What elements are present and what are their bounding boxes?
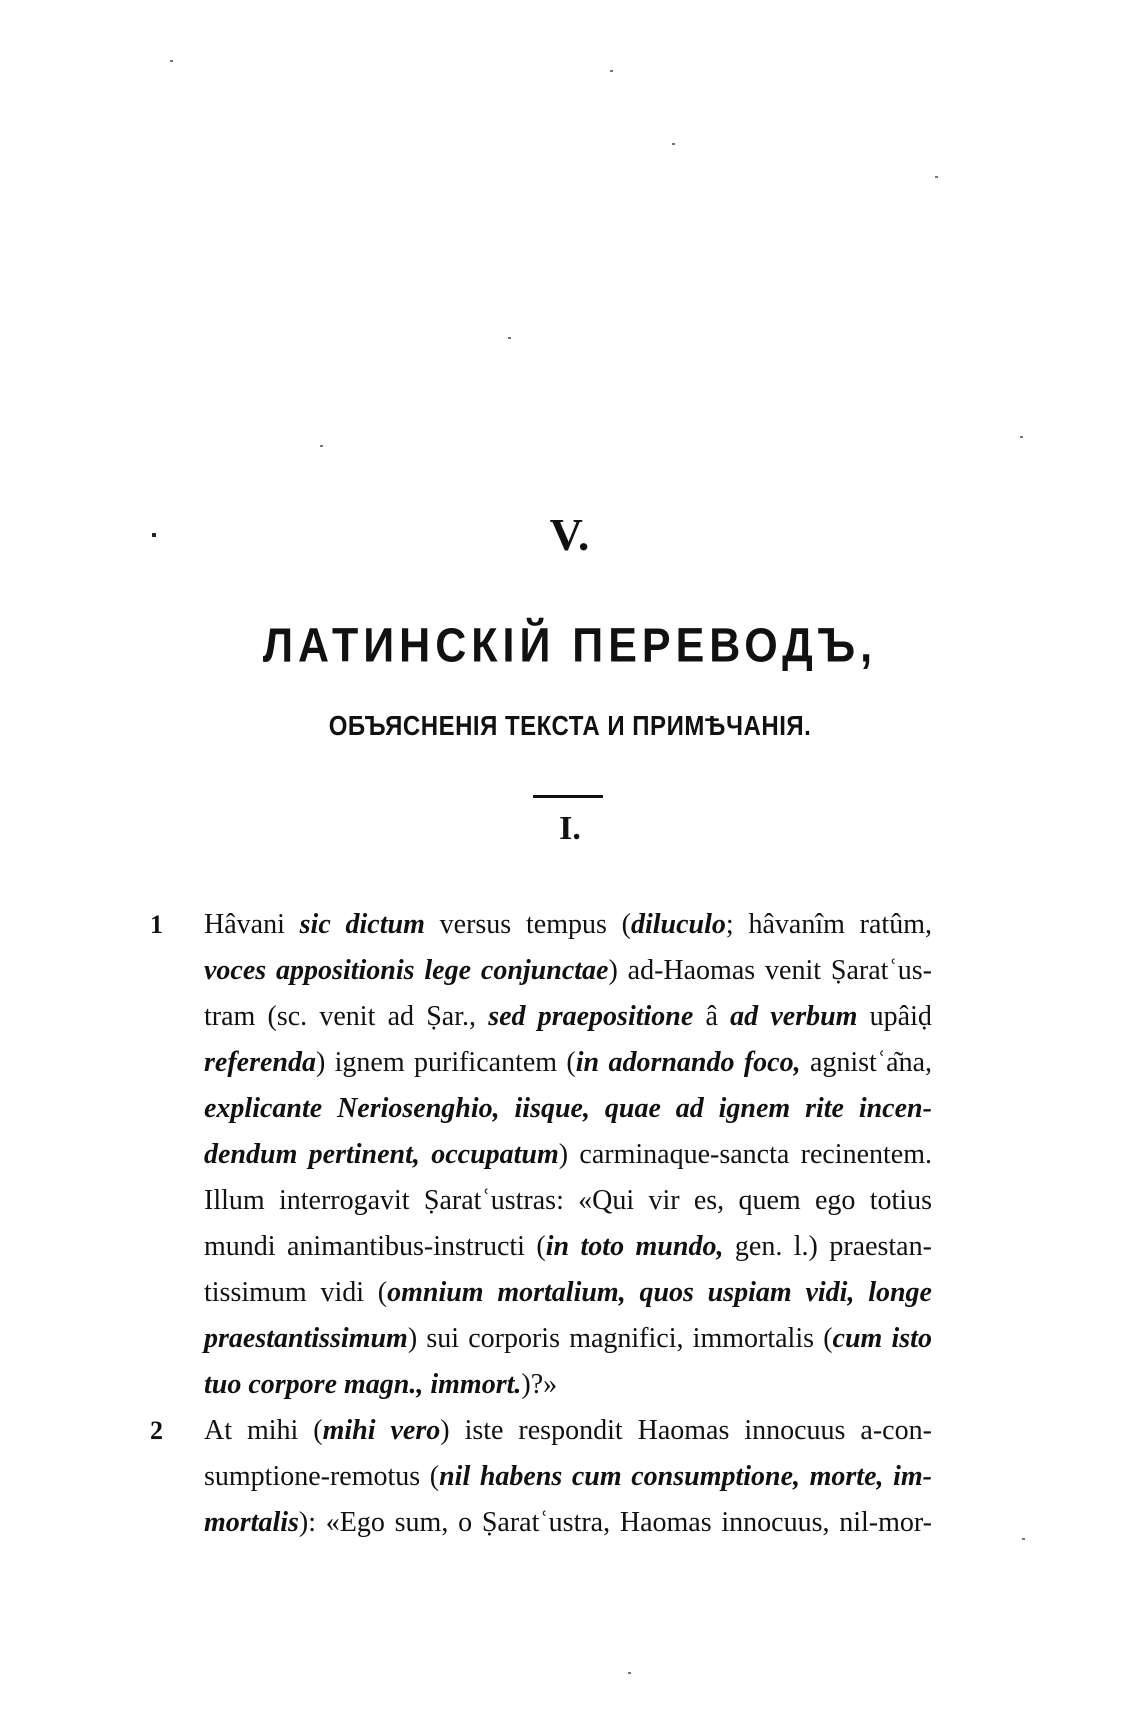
word	[891, 1316, 931, 1362]
roman-text: venit	[319, 1001, 376, 1032]
italic-text: conjunctae	[480, 955, 609, 986]
roman-text: ego	[815, 1185, 856, 1216]
roman-text: a-con-	[860, 1415, 932, 1446]
italic-text: cum	[832, 1323, 883, 1354]
word	[801, 1132, 932, 1178]
word	[426, 994, 476, 1040]
verse-number: 2	[150, 1416, 163, 1445]
scan-speck	[628, 1672, 631, 1674]
word	[395, 1500, 449, 1546]
italic-text: isto	[891, 1323, 932, 1354]
word	[829, 1224, 932, 1270]
word	[628, 948, 756, 994]
word	[468, 1316, 560, 1362]
word	[676, 1086, 704, 1132]
roman-text: hâvanîm	[748, 909, 845, 940]
italic-text: lege	[424, 955, 472, 986]
roman-text: )?»	[521, 1369, 558, 1400]
roman-text: nil-mor-	[839, 1507, 932, 1538]
roman-text: (	[536, 1231, 546, 1262]
roman-text: praestan-	[829, 1231, 932, 1262]
roman-text: (	[313, 1415, 323, 1446]
word	[247, 1408, 298, 1454]
roman-text: (	[377, 1277, 388, 1308]
word	[738, 1178, 800, 1224]
word	[431, 1132, 568, 1178]
italic-text: toto	[580, 1231, 625, 1262]
roman-text: (	[823, 1323, 833, 1354]
word	[831, 948, 932, 994]
italic-text: longe	[868, 1277, 932, 1308]
text-line	[160, 1224, 932, 1270]
italic-text: explicante	[204, 1093, 323, 1124]
word	[204, 1362, 241, 1408]
word	[694, 1178, 724, 1224]
word	[748, 902, 844, 948]
word	[204, 1408, 232, 1454]
roman-text: venit	[765, 955, 822, 986]
word	[424, 1178, 564, 1224]
word	[693, 1316, 814, 1362]
italic-text: omnium	[387, 1277, 484, 1308]
roman-text: (sc.	[267, 1001, 308, 1032]
italic-text: verbum	[770, 1001, 858, 1032]
roman-text: interrogavit	[278, 1185, 410, 1216]
scan-speck	[508, 337, 511, 339]
roman-text: Illum	[204, 1185, 265, 1216]
italic-text: tuo	[204, 1369, 242, 1400]
italic-text: uspiam	[707, 1277, 792, 1308]
italic-text: voces	[204, 955, 267, 986]
italic-text: mortalis	[204, 1507, 299, 1538]
roman-text: Ṣaratʿus-	[830, 955, 932, 986]
word-space	[557, 1362, 564, 1408]
italic-text: praestantissimum	[204, 1323, 408, 1354]
word	[204, 1132, 297, 1178]
italic-text: referenda	[204, 1047, 316, 1078]
italic-text: ad	[675, 1093, 704, 1124]
word	[839, 1500, 932, 1546]
roman-text: tram	[204, 1001, 256, 1032]
scan-speck	[1020, 436, 1023, 438]
word	[765, 948, 821, 994]
italic-text: vero	[390, 1415, 441, 1446]
word	[430, 1454, 470, 1500]
scan-speck	[170, 60, 173, 62]
word	[770, 994, 857, 1040]
text-line	[160, 1316, 932, 1362]
text-line	[160, 1178, 932, 1224]
roman-text: sum,	[394, 1507, 449, 1538]
word	[638, 1408, 730, 1454]
roman-text: vir	[648, 1185, 680, 1216]
italic-text: consumptione,	[631, 1461, 801, 1492]
scan-speck	[152, 533, 156, 537]
word	[480, 1454, 562, 1500]
verse-number: 1	[150, 910, 163, 939]
italic-text: im-	[893, 1461, 932, 1492]
word	[860, 1408, 932, 1454]
word	[810, 1040, 932, 1086]
word	[204, 1454, 420, 1500]
roman-text: vidi	[320, 1277, 365, 1308]
title-divider	[533, 795, 603, 798]
word	[859, 1086, 932, 1132]
text-line	[160, 1040, 932, 1086]
italic-text: habens	[479, 1461, 563, 1492]
roman-text: mundi	[204, 1231, 276, 1262]
word	[204, 1086, 322, 1132]
word	[440, 902, 512, 948]
italic-text: ad	[730, 1001, 759, 1032]
word-space	[423, 1362, 430, 1408]
word-space	[241, 1362, 248, 1408]
word	[204, 1316, 417, 1362]
word	[578, 1178, 634, 1224]
roman-text: recinentem.	[800, 1139, 932, 1170]
word	[815, 1178, 855, 1224]
italic-text: occupatum	[431, 1139, 559, 1170]
roman-text: )	[315, 1047, 326, 1078]
italic-text: sed	[488, 1001, 526, 1032]
roman-text: ratûm,	[859, 909, 932, 940]
roman-text: â	[705, 1001, 718, 1032]
word	[579, 1132, 789, 1178]
roman-text: sui	[426, 1323, 460, 1354]
roman-text: innocuus,	[721, 1507, 830, 1538]
word	[708, 1270, 792, 1316]
word	[414, 1040, 557, 1086]
word	[204, 902, 285, 948]
word-space	[337, 1362, 344, 1408]
scan-speck	[320, 445, 323, 447]
italic-text: rite	[805, 1093, 844, 1124]
roman-text: respondit	[518, 1415, 623, 1446]
word	[538, 994, 694, 1040]
word	[391, 1408, 450, 1454]
word	[300, 902, 331, 948]
word	[276, 948, 414, 994]
italic-text: incen-	[858, 1093, 932, 1124]
roman-text: (	[566, 1047, 576, 1078]
italic-text: vidi,	[805, 1277, 855, 1308]
roman-text: purificantem	[414, 1047, 558, 1078]
roman-text: animantibus-instructi	[287, 1231, 525, 1262]
word	[518, 1408, 622, 1454]
roman-text: «Qui	[578, 1185, 635, 1216]
roman-text: upâiḍ	[869, 1001, 932, 1032]
word	[620, 1500, 712, 1546]
italic-text: ignem	[718, 1093, 791, 1124]
italic-text: Neriosenghio,	[337, 1093, 500, 1124]
word	[868, 1270, 932, 1316]
italic-text: appositionis	[276, 955, 415, 986]
word	[805, 1086, 844, 1132]
word	[536, 1224, 569, 1270]
text-line	[160, 1270, 932, 1316]
italic-text: praepositione	[537, 1001, 694, 1032]
word	[735, 1224, 782, 1270]
roman-text: Ṣaratʿustras:	[423, 1185, 564, 1216]
word	[605, 1086, 661, 1132]
italic-text: sic	[299, 909, 331, 940]
italic-text: in	[545, 1231, 570, 1262]
word	[465, 1408, 504, 1454]
word	[426, 1316, 459, 1362]
italic-text: iisque,	[514, 1093, 590, 1124]
word	[268, 994, 308, 1040]
italic-text: cum	[571, 1461, 622, 1492]
roman-text: ad	[387, 1001, 415, 1032]
italic-text: mihi	[322, 1415, 376, 1446]
roman-text: o	[458, 1507, 473, 1538]
italic-text: quae	[604, 1093, 661, 1124]
word	[309, 1132, 420, 1178]
roman-text: quem	[738, 1185, 801, 1216]
text-line	[160, 994, 932, 1040]
italic-text: quos	[639, 1277, 694, 1308]
word	[870, 994, 932, 1040]
roman-text: magnifici,	[569, 1323, 684, 1354]
word	[870, 1178, 932, 1224]
section-numeral: V.	[549, 509, 591, 560]
word	[337, 1086, 500, 1132]
word	[388, 994, 414, 1040]
italic-text: morte,	[809, 1461, 884, 1492]
word	[631, 1454, 800, 1500]
word	[204, 948, 266, 994]
roman-text: (	[429, 1461, 440, 1492]
roman-text: Haomas	[619, 1507, 712, 1538]
scan-speck	[610, 70, 613, 72]
roman-text: corporis	[468, 1323, 560, 1354]
italic-text: adornando	[608, 1047, 735, 1078]
scan-speck	[1022, 1538, 1025, 1540]
text-line	[160, 1408, 932, 1454]
word	[581, 1224, 625, 1270]
word	[497, 1270, 625, 1316]
text-line	[160, 1454, 932, 1500]
italic-text: diluculo	[630, 909, 726, 940]
word	[204, 1500, 316, 1546]
italic-text: corpore	[248, 1369, 338, 1400]
italic-text: nil	[439, 1461, 471, 1492]
word	[810, 1454, 884, 1500]
word	[721, 1500, 829, 1546]
roman-text: )	[608, 955, 618, 986]
text-line	[160, 1086, 932, 1132]
roman-text: versus	[439, 909, 512, 940]
text-line	[160, 1362, 932, 1408]
roman-text: agnistʿa͂na,	[809, 1047, 932, 1078]
word	[346, 902, 425, 948]
word	[860, 902, 932, 948]
roman-text: «Ego	[325, 1507, 385, 1538]
roman-text: totius	[869, 1185, 932, 1216]
roman-text: Ṣaratʿustra,	[481, 1507, 611, 1538]
roman-text: Hâvani	[204, 909, 285, 940]
word	[805, 1270, 854, 1316]
text-line	[160, 902, 932, 948]
roman-text: l.)	[793, 1231, 818, 1262]
roman-text: Haomas	[637, 1415, 730, 1446]
text-line	[160, 948, 932, 994]
roman-text: ):	[298, 1507, 317, 1538]
roman-text: )	[407, 1323, 418, 1354]
roman-text: ;	[725, 909, 734, 940]
word	[204, 1224, 276, 1270]
word	[481, 948, 618, 994]
roman-text: )	[558, 1139, 569, 1170]
word	[569, 1316, 683, 1362]
word	[719, 1086, 791, 1132]
word	[572, 1454, 622, 1500]
word	[482, 1500, 610, 1546]
word	[313, 1408, 375, 1454]
chapter-numeral: I.	[559, 810, 581, 847]
roman-text: iste	[464, 1415, 504, 1446]
word	[730, 994, 758, 1040]
word	[320, 1270, 364, 1316]
word	[319, 994, 375, 1040]
italic-text: mundo,	[635, 1231, 724, 1262]
word	[823, 1316, 882, 1362]
italic-text: dictum	[345, 909, 425, 940]
roman-text: ignem	[334, 1047, 405, 1078]
word	[526, 902, 607, 948]
italic-text: mortalium,	[497, 1277, 626, 1308]
word	[744, 1408, 845, 1454]
roman-text: es,	[693, 1185, 725, 1216]
text-line	[160, 1500, 932, 1546]
word	[430, 1362, 557, 1408]
word	[204, 1040, 325, 1086]
word	[279, 1178, 410, 1224]
word	[488, 994, 525, 1040]
translation-text	[150, 902, 932, 1546]
word	[566, 1040, 599, 1086]
word	[204, 1270, 307, 1316]
roman-text: )	[440, 1415, 450, 1446]
roman-text: At	[204, 1415, 232, 1446]
italic-text: dendum	[204, 1139, 298, 1170]
word	[335, 1040, 405, 1086]
word	[204, 994, 255, 1040]
word	[648, 1178, 679, 1224]
roman-text: tissimum	[204, 1277, 307, 1308]
italic-text: in	[575, 1047, 600, 1078]
word	[204, 1178, 265, 1224]
word	[608, 1040, 734, 1086]
roman-text: carminaque-sancta	[579, 1139, 790, 1170]
verse	[150, 1408, 932, 1546]
roman-text: ad-Haomas	[627, 955, 756, 986]
word	[893, 1454, 932, 1500]
word	[248, 1362, 337, 1408]
roman-text: innocuus	[744, 1415, 846, 1446]
word	[515, 1086, 590, 1132]
scan-speck	[672, 143, 675, 145]
scan-speck	[935, 176, 938, 178]
roman-text: mihi	[246, 1415, 299, 1446]
word	[706, 994, 718, 1040]
text-line	[160, 1132, 932, 1178]
word	[344, 1362, 423, 1408]
word	[326, 1500, 385, 1546]
italic-text: pertinent,	[308, 1139, 420, 1170]
word	[622, 902, 734, 948]
page-title: ЛАТИНСКІЙ ПЕРЕВОДЪ,	[262, 619, 878, 673]
roman-text: immortalis	[692, 1323, 814, 1354]
word	[639, 1270, 693, 1316]
word	[424, 948, 471, 994]
italic-text: magn.,	[344, 1369, 424, 1400]
word	[794, 1224, 818, 1270]
roman-text: gen.	[734, 1231, 783, 1262]
verse	[150, 902, 932, 1408]
roman-text: sumptione-remotus	[204, 1461, 421, 1492]
roman-text: tempus	[525, 909, 607, 940]
page-subtitle: ОБЪЯСНЕНІЯ ТЕКСТА И ПРИМѢЧАНІЯ.	[328, 710, 812, 742]
roman-text: (	[621, 909, 631, 940]
roman-text: Ṣar.,	[426, 1001, 476, 1032]
word	[636, 1224, 724, 1270]
word	[378, 1270, 484, 1316]
word	[287, 1224, 525, 1270]
italic-text: immort.	[430, 1369, 522, 1400]
word	[458, 1500, 472, 1546]
italic-text: foco,	[743, 1047, 801, 1078]
word	[744, 1040, 801, 1086]
